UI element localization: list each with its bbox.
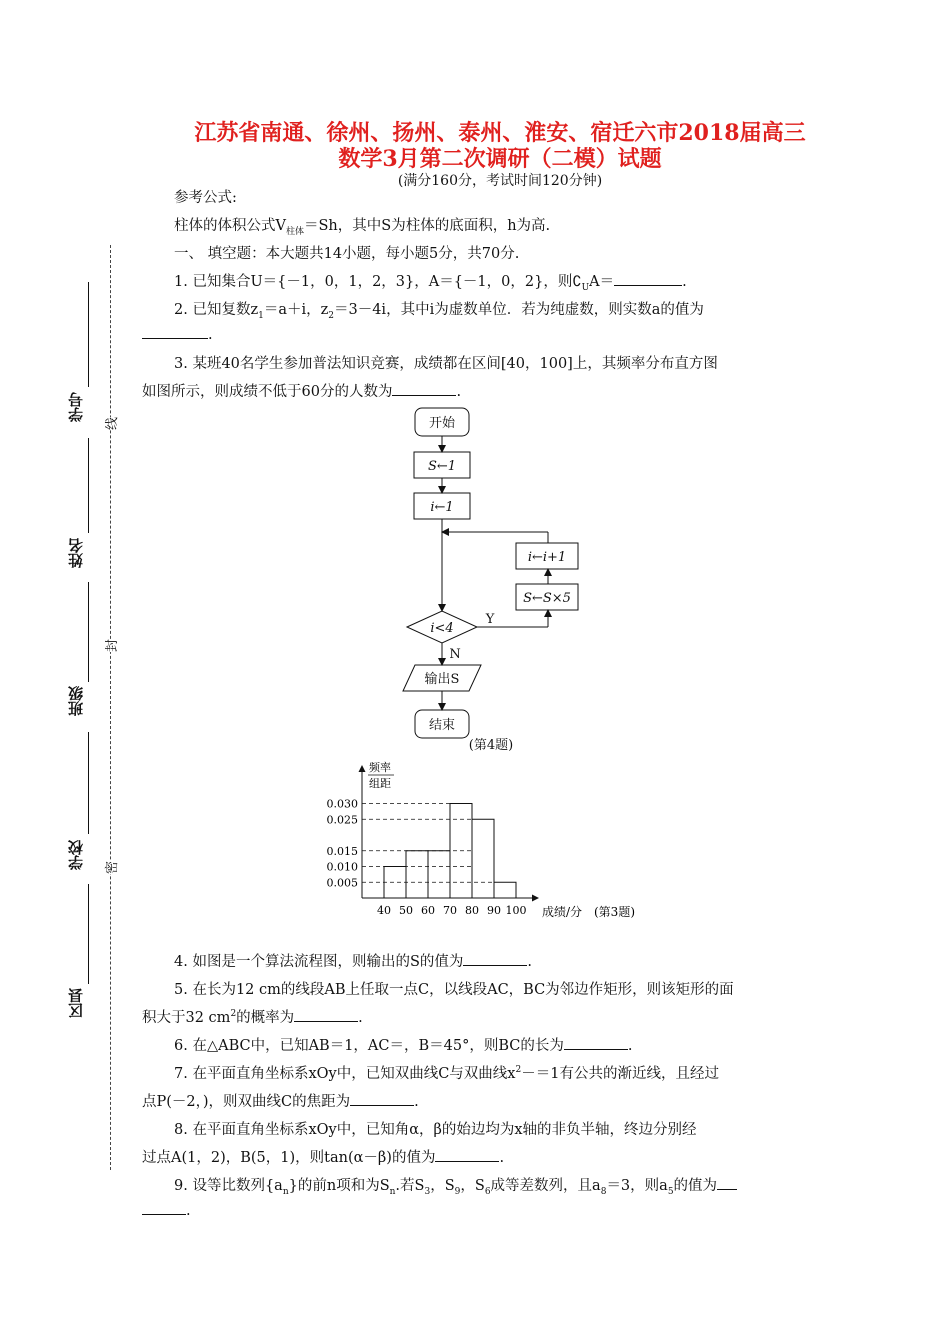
question-6: 6. 在△ABC中，已知AB＝1，AC＝，B＝45°，则BC的长为 . [174,1038,633,1054]
formula-cylinder-prefix: 柱体的体积公式V [174,218,286,234]
y-tick-label: 0.010 [326,860,358,874]
flowchart [395,404,595,754]
q9-h: 的值为 [673,1178,718,1194]
histogram-bar [384,867,406,899]
q2-text-c: ＝3－4i，其中i为虚数单位．若为纯虚数，则实数a的值为 [333,302,704,318]
flow-end-label: 结束 [428,718,456,733]
answer-blank[interactable] [392,383,456,396]
district-label: 区县 [67,988,85,1018]
q5-line2-pre: 积大于32 cm [142,1010,231,1026]
histogram-chart [320,758,660,928]
formula-cylinder-sub: 柱体 [285,226,304,237]
q9-g: ＝3，则a [606,1178,668,1194]
student-id-label: 学号 [67,392,85,422]
q2-sub1: 1 [258,310,264,321]
y-tick-label: 0.005 [326,876,358,890]
section-title: 一、 填空题：本大题共14小题，每小题5分，共70分. [174,246,520,262]
q7-line1-pre: 7. 在平面直角坐标系xOy中，已知双曲线C与双曲线x [174,1066,516,1082]
q9-a: 9. 设等比数列{a [174,1178,283,1194]
q4-text: 4. 如图是一个算法流程图，则输出的S的值为 [174,954,464,970]
paper-title-line1: 江苏省南通、徐州、扬州、泰州、淮安、宿迁六市2018届高三 [194,120,806,146]
y-tick-label: 0.030 [326,797,358,811]
y-label-bottom: 组距 [369,777,391,790]
q9-d: ，S [430,1178,455,1194]
q5-line2-post: 的概率为 [236,1010,295,1026]
answer-blank[interactable] [294,1009,358,1022]
question-2-line2: . [142,326,822,343]
q9-s6: 8 [600,1186,607,1197]
q1-tail: A＝ [589,274,615,290]
x-tick-label: 100 [505,904,527,917]
question-8: 8. 在平面直角坐标系xOy中，已知角α，β的始边均为x轴的非负半轴，终边分别经 [174,1122,697,1138]
answer-blank[interactable] [463,953,527,966]
school-label: 学校 [67,840,85,870]
histogram-bar [428,851,450,898]
answer-blank[interactable] [564,1037,628,1050]
question-9 [142,1174,854,1197]
paper-subtitle: (满分160分，考试时间120分钟) [397,173,603,189]
question-4: 4. 如图是一个算法流程图，则输出的S的值为 . [174,954,532,970]
y-tick-label: 0.025 [326,813,358,827]
y-label-top: 频率 [369,761,391,774]
histogram-bar [494,882,516,898]
q9-s4: 9 [454,1186,461,1197]
y-tick-label: 0.015 [326,844,358,858]
class-label: 班级 [67,686,85,716]
x-tick-label: 60 [421,904,435,917]
q2-text-a: 2. 已知复数z [174,302,259,318]
seal-dotted-line [110,245,111,1170]
name-line [88,438,89,533]
school-line [88,732,89,834]
question-3: 3. 某班40名学生参加普法知识竞赛，成绩都在区间[40，100]上，其频率分布直方图 [174,356,718,372]
class-line [88,582,89,682]
question-3-line2: 如图所示，则成绩不低于60分的人数为 . [142,384,462,400]
question-5: 5. 在长为12 cm的线段AB上任取一点C，以线段AC，BC为邻边作矩形，则该矩形的面 [174,982,734,998]
answer-blank[interactable] [142,326,208,339]
formula-cylinder-suffix: ＝Sh，其中S为柱体的底面积，h为高. [304,218,551,234]
q8-line2-text: 过点A(1，2)，B(5，1)，则tan(α－β)的值为 [142,1150,436,1166]
x-tick-label: 90 [487,904,501,917]
answer-blank[interactable] [717,1177,737,1190]
answer-blank[interactable] [142,1202,186,1215]
q9-e: ，S [460,1178,485,1194]
question-2 [142,298,854,321]
formula-cylinder [142,214,854,237]
x-tick-label: 50 [399,904,413,917]
flow-i-inc-label: i←i+1 [527,550,567,565]
x-axis-label: 成绩/分 [542,905,583,919]
flow-start-label: 开始 [428,416,456,431]
x-tick-label: 40 [377,904,391,917]
flow-no-label: N [449,647,461,662]
chart-caption: (第3题) [594,905,635,919]
seal-seal-char: 封 [101,639,120,652]
flow-i-init-label: i←1 [430,500,454,515]
question-7-line2: 点P(－2，)，则双曲线C的焦距为 . [142,1094,419,1110]
q9-s1: n [282,1186,289,1197]
question-5-line2: 积大于32 $cm^2$的概率为 . [142,1009,363,1026]
q1-text: 1. 已知集合U＝{－1，0，1，2，3}，A＝{－1，0，2}，则∁ [174,274,582,290]
question-8-line2: 过点A(1，2)，B(5，1)，则tan(α－β)的值为 . [142,1150,505,1166]
q9-f: 成等差数列，且a [490,1178,601,1194]
q9-s5: 6 [484,1186,491,1197]
histogram-bar [406,851,428,898]
x-tick-label: 70 [443,904,457,917]
x-tick-label: 80 [465,904,479,917]
flow-s-mul-label: S←S×5 [523,591,571,606]
q9-s7: 5 [667,1186,674,1197]
q7-line2-text: 点P(－2，)，则双曲线C的焦距为 [142,1094,351,1110]
q9-s3: 3 [424,1186,431,1197]
answer-blank[interactable] [614,273,682,286]
answer-blank[interactable] [350,1093,414,1106]
q9-b: }的前n项和为S [288,1178,390,1194]
answer-blank[interactable] [435,1149,499,1162]
q1-sub: U [581,282,590,293]
flow-yes-label: Y [485,612,495,627]
district-line [88,884,89,984]
name-label: 姓名 [67,538,85,568]
q7-line1-post: －＝1有公共的渐近线，且经过 [521,1066,719,1082]
flow-s-init-label: S←1 [427,459,457,474]
paper-title-line2: 数学3月第二次调研（二模）试题 [338,146,662,172]
student-id-line [88,282,89,387]
q2-sub2: 2 [328,310,334,321]
histogram-bar [472,819,494,898]
q3-line2-text: 如图所示，则成绩不低于60分的人数为 [142,384,393,400]
flow-output-label: 输出S [424,672,460,687]
formula-heading: 参考公式: [174,190,237,206]
flow-condition-label: i<4 [430,621,454,636]
q9-c: .若S [395,1178,425,1194]
seal-secret-char: 密 [101,861,120,874]
question-9-line2: . [142,1202,822,1219]
q2-text-b: ＝a＋i，z [263,302,329,318]
q6-text: 6. 在△ABC中，已知AB＝1，AC＝，B＝45°，则BC的长为 [174,1038,564,1054]
seal-line-char: 线 [101,417,120,430]
question-1: 1. 已知集合U＝{－1，0，1，2，3}，A＝{－1，0，2}，则$∁_UA=$ . [174,274,687,293]
flow-caption: (第4题) [468,738,514,753]
question-7 [142,1062,854,1083]
q7-sup: 2 [515,1065,522,1076]
q9-s2: n [389,1186,396,1197]
q5-sup: 2 [230,1009,237,1020]
